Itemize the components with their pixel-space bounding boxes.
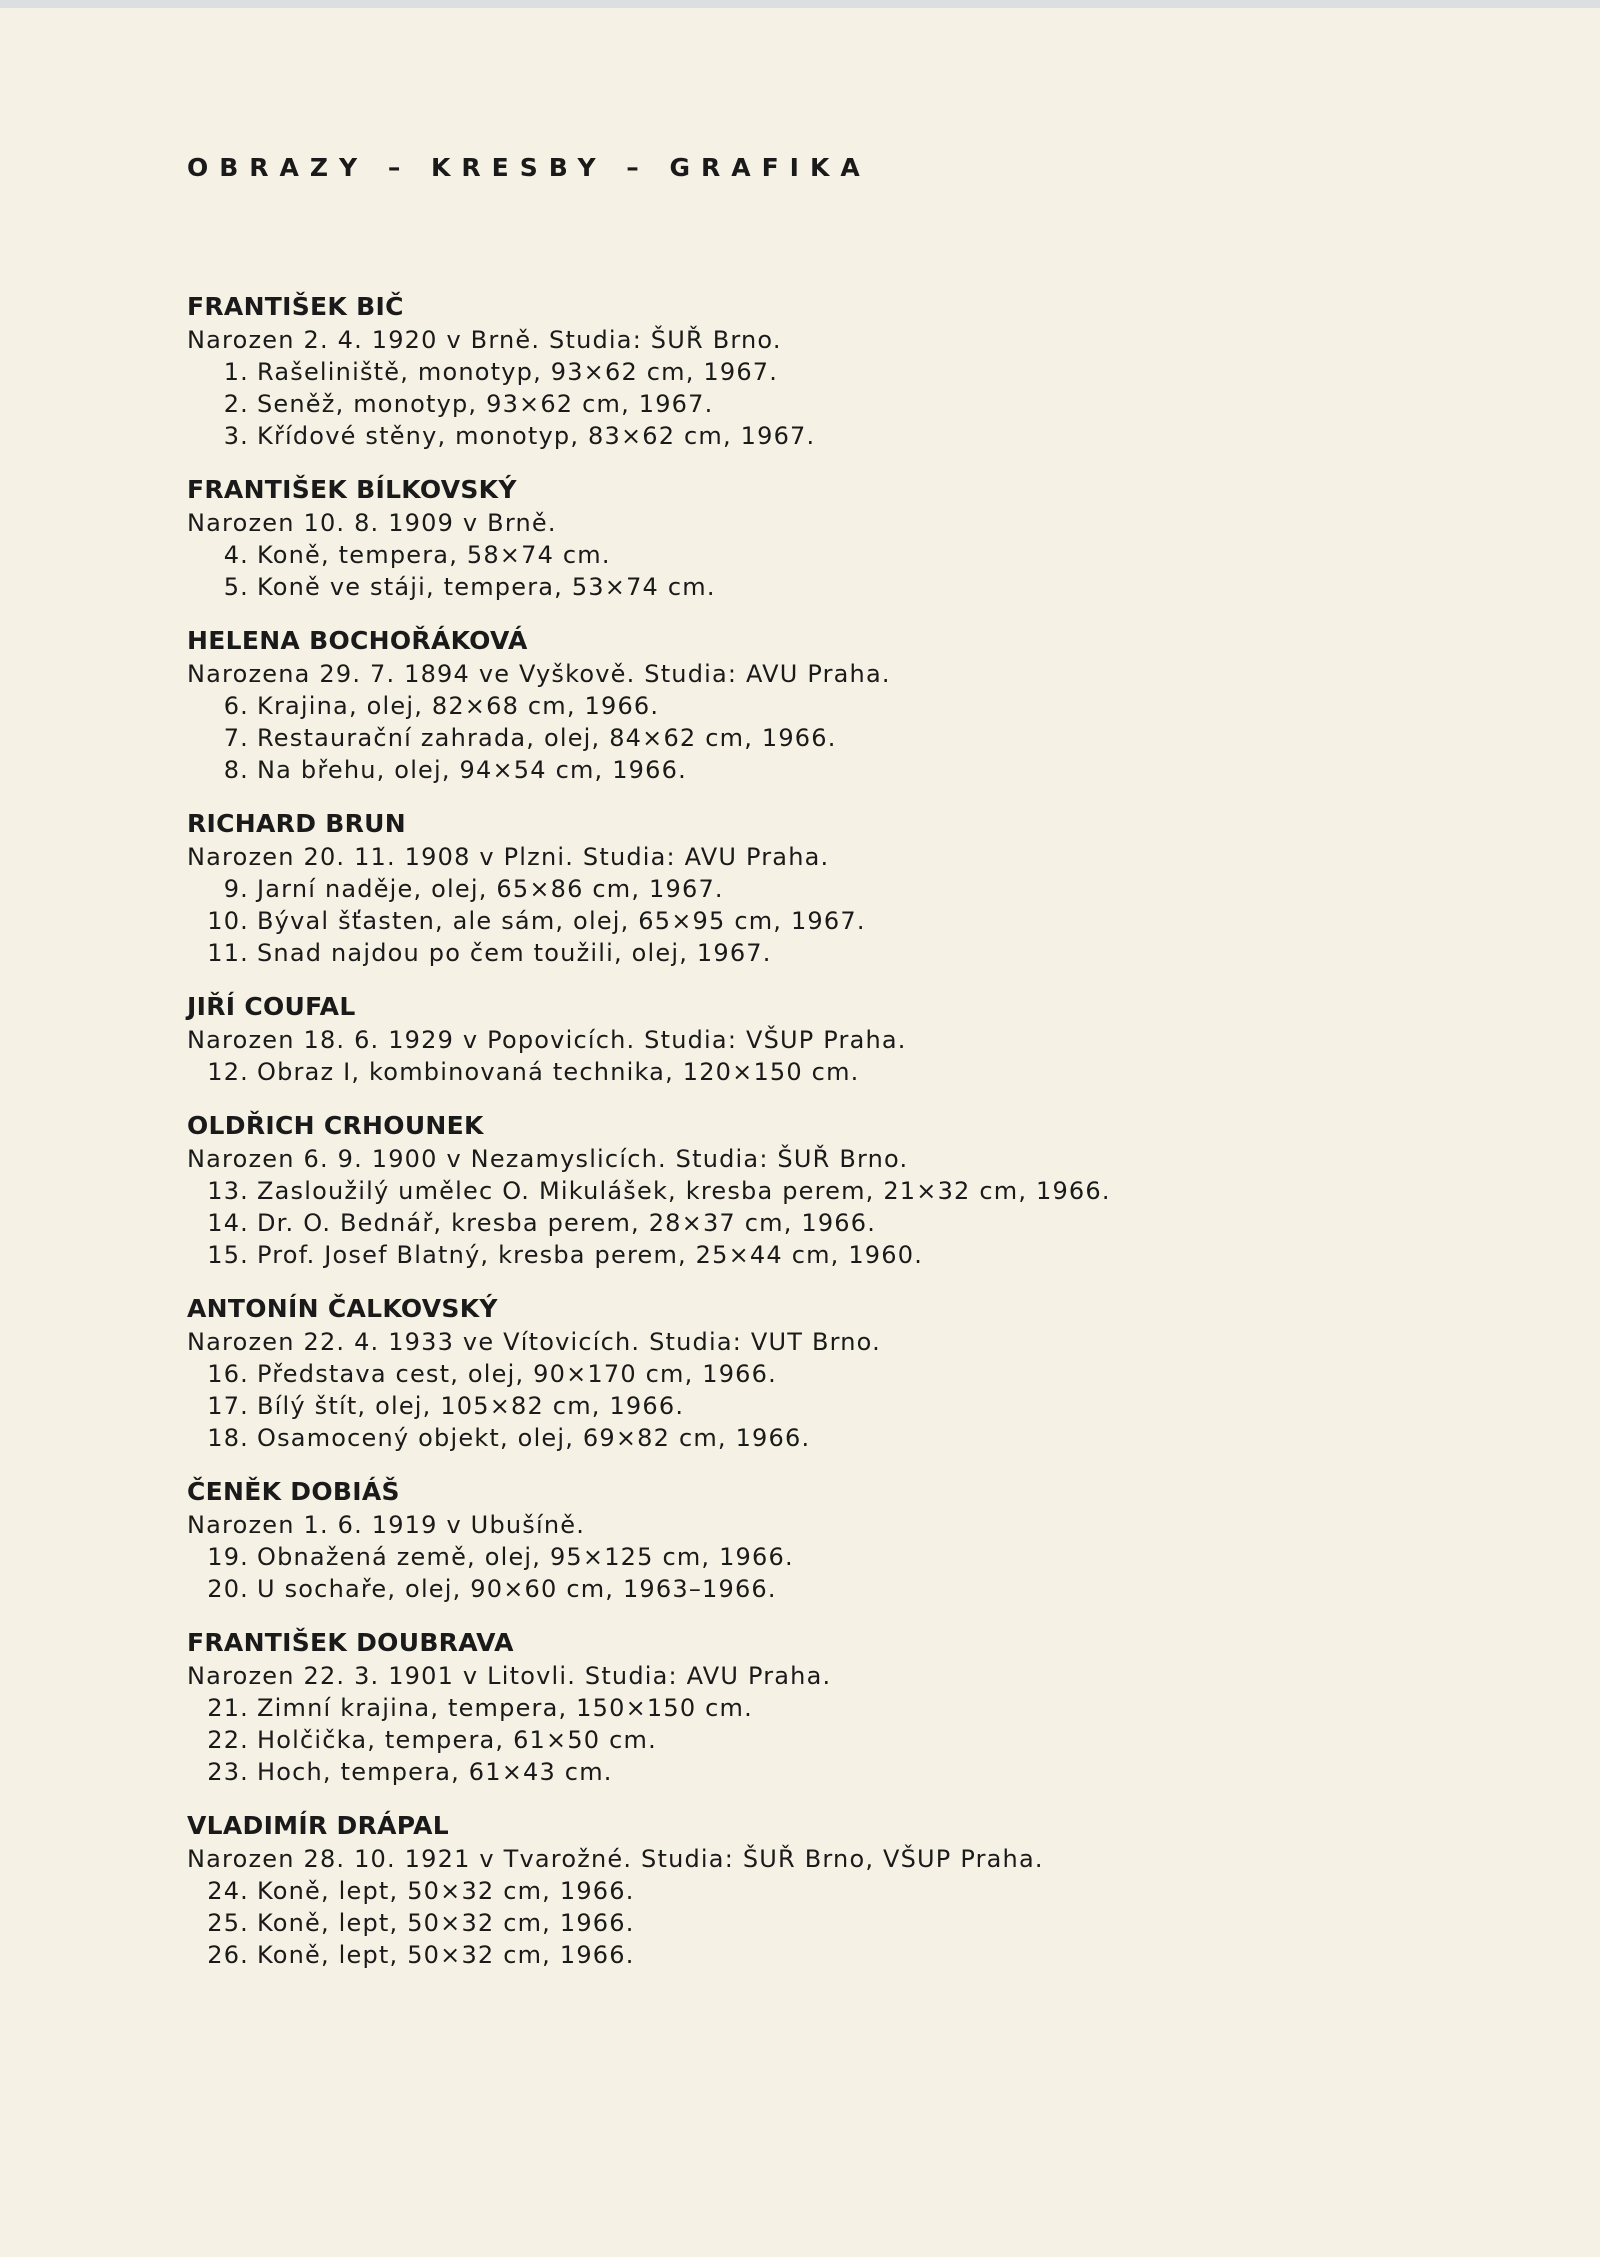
artist-name: RICHARD BRUN xyxy=(187,809,407,838)
work-description: U sochaře, olej, 90×60 cm, 1963–1966. xyxy=(257,1575,777,1603)
work-item xyxy=(187,905,1567,937)
work-item xyxy=(187,937,1567,969)
works-list xyxy=(187,1056,1567,1088)
work-item xyxy=(187,754,1567,786)
work-number: 17. xyxy=(207,1392,249,1420)
work-item xyxy=(187,356,1567,388)
work-item xyxy=(187,873,1567,905)
artist-bio: Narozena 29. 7. 1894 ve Vyškově. Studia: AVU Praha. xyxy=(187,660,891,688)
work-number: 14. xyxy=(207,1209,249,1237)
artist-entry xyxy=(187,1626,1567,1788)
works-list xyxy=(187,1692,1567,1788)
work-description: Rašeliniště, monotyp, 93×62 cm, 1967. xyxy=(257,358,779,386)
work-number: 4. xyxy=(223,541,249,569)
work-item xyxy=(187,1692,1567,1724)
works-list xyxy=(187,1875,1567,1971)
work-number: 11. xyxy=(207,939,249,967)
artist-name: FRANTIŠEK BIČ xyxy=(187,292,404,321)
artist-bio: Narozen 2. 4. 1920 v Brně. Studia: ŠUŘ Brno. xyxy=(187,326,782,354)
work-description: Snad najdou po čem toužili, olej, 1967. xyxy=(257,939,772,967)
work-item xyxy=(187,1358,1567,1390)
work-description: Býval šťasten, ale sám, olej, 65×95 cm, 1967. xyxy=(257,907,866,935)
work-number: 18. xyxy=(207,1424,249,1452)
artist-entry xyxy=(187,290,1567,452)
work-number: 1. xyxy=(223,358,249,386)
work-item xyxy=(187,539,1567,571)
work-item xyxy=(187,1756,1567,1788)
work-description: Zasloužilý umělec O. Mikulášek, kresba perem, 21×32 cm, 1966. xyxy=(257,1177,1111,1205)
work-number: 9. xyxy=(223,875,249,903)
work-item xyxy=(187,1541,1567,1573)
scan-edge xyxy=(0,0,1600,8)
artist-name: FRANTIŠEK DOUBRAVA xyxy=(187,1628,514,1657)
work-description: Jarní naděje, olej, 65×86 cm, 1967. xyxy=(257,875,724,903)
artist-entry xyxy=(187,1109,1567,1271)
work-number: 6. xyxy=(223,692,249,720)
work-description: Křídové stěny, monotyp, 83×62 cm, 1967. xyxy=(257,422,816,450)
work-number: 8. xyxy=(223,756,249,784)
work-number: 13. xyxy=(207,1177,249,1205)
artist-entry xyxy=(187,624,1567,786)
work-number: 3. xyxy=(223,422,249,450)
work-item xyxy=(187,1573,1567,1605)
artist-name: HELENA BOCHOŘÁKOVÁ xyxy=(187,626,528,655)
work-item xyxy=(187,1875,1567,1907)
work-description: Bílý štít, olej, 105×82 cm, 1966. xyxy=(257,1392,685,1420)
work-number: 5. xyxy=(223,573,249,601)
work-description: Koně, lept, 50×32 cm, 1966. xyxy=(257,1941,635,1969)
work-number: 2. xyxy=(223,390,249,418)
work-number: 12. xyxy=(207,1058,249,1086)
artist-bio: Narozen 28. 10. 1921 v Tvarožné. Studia: ŠUŘ Brno, VŠUP Praha. xyxy=(187,1845,1044,1873)
work-item xyxy=(187,690,1567,722)
work-item xyxy=(187,420,1567,452)
artist-name: OLDŘICH CRHOUNEK xyxy=(187,1111,484,1140)
works-list xyxy=(187,873,1567,969)
work-number: 15. xyxy=(207,1241,249,1269)
work-item xyxy=(187,722,1567,754)
works-list xyxy=(187,690,1567,786)
work-number: 20. xyxy=(207,1575,249,1603)
artist-entry xyxy=(187,1809,1567,1971)
artist-name: ČENĚK DOBIÁŠ xyxy=(187,1477,400,1506)
artist-name: VLADIMÍR DRÁPAL xyxy=(187,1811,449,1840)
work-description: Prof. Josef Blatný, kresba perem, 25×44 cm, 1960. xyxy=(257,1241,924,1269)
work-description: Krajina, olej, 82×68 cm, 1966. xyxy=(257,692,660,720)
work-number: 25. xyxy=(207,1909,249,1937)
work-description: Koně, tempera, 58×74 cm. xyxy=(257,541,611,569)
work-description: Představa cest, olej, 90×170 cm, 1966. xyxy=(257,1360,777,1388)
work-description: Obraz I, kombinovaná technika, 120×150 cm. xyxy=(257,1058,860,1086)
work-item xyxy=(187,1422,1567,1454)
work-item xyxy=(187,388,1567,420)
work-number: 19. xyxy=(207,1543,249,1571)
artist-entry xyxy=(187,990,1567,1088)
work-description: Koně, lept, 50×32 cm, 1966. xyxy=(257,1909,635,1937)
work-item xyxy=(187,1390,1567,1422)
work-number: 23. xyxy=(207,1758,249,1786)
artist-bio: Narozen 22. 4. 1933 ve Vítovicích. Studia: VUT Brno. xyxy=(187,1328,881,1356)
artist-entry xyxy=(187,473,1567,603)
artist-entry xyxy=(187,1292,1567,1454)
work-description: Obnažená země, olej, 95×125 cm, 1966. xyxy=(257,1543,794,1571)
work-description: Dr. O. Bednář, kresba perem, 28×37 cm, 1966. xyxy=(257,1209,877,1237)
work-number: 24. xyxy=(207,1877,249,1905)
works-list xyxy=(187,356,1567,452)
work-number: 16. xyxy=(207,1360,249,1388)
works-list xyxy=(187,539,1567,603)
work-description: Koně, lept, 50×32 cm, 1966. xyxy=(257,1877,635,1905)
work-description: Seněž, monotyp, 93×62 cm, 1967. xyxy=(257,390,714,418)
work-description: Na břehu, olej, 94×54 cm, 1966. xyxy=(257,756,687,784)
work-description: Restaurační zahrada, olej, 84×62 cm, 1966. xyxy=(257,724,837,752)
artist-name: JIŘÍ COUFAL xyxy=(187,992,356,1021)
artist-bio: Narozen 1. 6. 1919 v Ubušíně. xyxy=(187,1511,586,1539)
work-number: 21. xyxy=(207,1694,249,1722)
artist-bio: Narozen 20. 11. 1908 v Plzni. Studia: AVU Praha. xyxy=(187,843,830,871)
work-item xyxy=(187,1239,1567,1271)
work-description: Holčička, tempera, 61×50 cm. xyxy=(257,1726,657,1754)
page-title: OBRAZY – KRESBY – GRAFIKA xyxy=(187,153,871,182)
artist-bio: Narozen 10. 8. 1909 v Brně. xyxy=(187,509,557,537)
artist-name: FRANTIŠEK BÍLKOVSKÝ xyxy=(187,475,517,504)
work-description: Hoch, tempera, 61×43 cm. xyxy=(257,1758,613,1786)
artist-bio: Narozen 22. 3. 1901 v Litovli. Studia: AVU Praha. xyxy=(187,1662,832,1690)
work-item xyxy=(187,1056,1567,1088)
works-list xyxy=(187,1358,1567,1454)
works-list xyxy=(187,1541,1567,1605)
artist-name: ANTONÍN ČALKOVSKÝ xyxy=(187,1294,498,1323)
artist-entry xyxy=(187,1475,1567,1605)
work-description: Osamocený objekt, olej, 69×82 cm, 1966. xyxy=(257,1424,811,1452)
work-item xyxy=(187,1207,1567,1239)
artist-catalogue xyxy=(187,290,1567,1971)
work-item xyxy=(187,571,1567,603)
works-list xyxy=(187,1175,1567,1271)
artist-entry xyxy=(187,807,1567,969)
artist-bio: Narozen 18. 6. 1929 v Popovicích. Studia: VŠUP Praha. xyxy=(187,1026,907,1054)
work-number: 22. xyxy=(207,1726,249,1754)
work-number: 10. xyxy=(207,907,249,935)
work-description: Koně ve stáji, tempera, 53×74 cm. xyxy=(257,573,716,601)
work-number: 26. xyxy=(207,1941,249,1969)
work-item xyxy=(187,1724,1567,1756)
work-item xyxy=(187,1175,1567,1207)
work-number: 7. xyxy=(223,724,249,752)
work-item xyxy=(187,1907,1567,1939)
artist-bio: Narozen 6. 9. 1900 v Nezamyslicích. Studia: ŠUŘ Brno. xyxy=(187,1145,909,1173)
work-description: Zimní krajina, tempera, 150×150 cm. xyxy=(257,1694,753,1722)
work-item xyxy=(187,1939,1567,1971)
